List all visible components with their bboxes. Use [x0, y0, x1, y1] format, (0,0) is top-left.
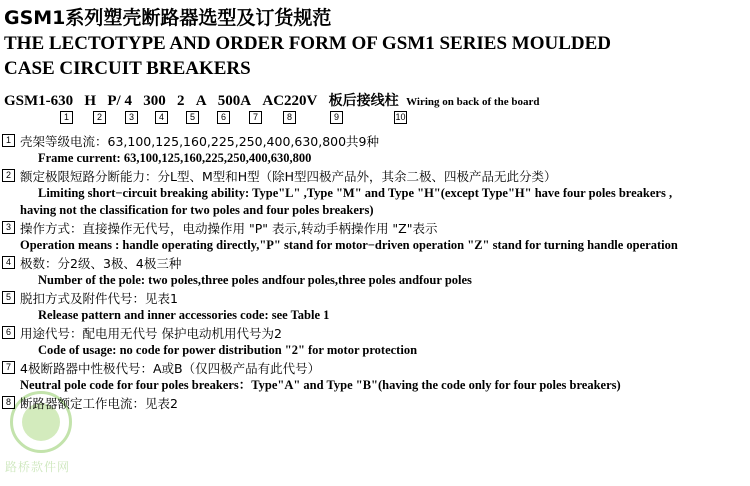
spec-item-text-cn: 操作方式：直接操作无代号，电动操作用 "P" 表示,转动手柄操作用 "Z"表示: [20, 221, 438, 236]
spec-item-marker: 3: [2, 221, 15, 234]
spec-item-text-en: Number of the pole: two poles,three poles andfour poles,three poles andfour poles: [38, 273, 472, 287]
spec-item-5: [0, 290, 750, 324]
spec-item-marker: 6: [2, 326, 15, 339]
spec-item-text-cn: 脱扣方式及附件代号：见表1: [20, 291, 178, 306]
code-segment-breaking: H: [84, 93, 97, 109]
code-segment-release: 300: [143, 93, 166, 109]
code-segment-poles: 4: [124, 93, 132, 109]
spec-item-7: [0, 360, 750, 394]
code-number-1: 1: [60, 111, 73, 124]
document-content: [0, 6, 750, 412]
spec-item-marker: 2: [2, 169, 15, 182]
code-segment-wiring: 板后接线柱: [328, 93, 399, 109]
code-segment-slash: /: [116, 93, 121, 109]
spec-item-text-cn: 4极断路器中性极代号：A或B（仅四极产品有此代号）: [20, 361, 321, 376]
document-page: [0, 6, 750, 485]
code-segment-wiring-note: Wiring on back of the board: [406, 96, 540, 108]
spec-item-4: [0, 255, 750, 289]
spec-item-text-en: Limiting short−circuit breaking ability: Type"L" ,Type "M" and Type "H"(except Type"H" have four poles breakers ,: [38, 186, 673, 200]
spec-item-text-cn: 用途代号：配电用无代号 保护电动机用代号为2: [20, 326, 282, 341]
spec-item-text-en: Release pattern and inner accessories code: see Table 1: [38, 308, 330, 322]
spec-item-8: [0, 395, 750, 412]
code-segment-usage: 2: [176, 93, 185, 109]
spec-item-marker: 1: [2, 134, 15, 147]
code-segment-neutral: A: [195, 93, 207, 109]
page-title-chinese: GSM1系列塑壳断路器选型及订货规范: [4, 7, 332, 29]
page-title-english-line1: THE LECTOTYPE AND ORDER FORM OF GSM1 SERIES MOULDED: [4, 33, 612, 54]
code-number-9: 9: [330, 111, 343, 124]
code-segment-frame: GSM1-630: [4, 93, 74, 109]
code-number-6: 6: [217, 111, 230, 124]
spec-item-marker: 4: [2, 256, 15, 269]
spec-item-text-en: Neutral pole code for four poles breakers：Type"A" and Type "B"(having the code only for four poles breakers): [20, 378, 621, 392]
code-segment-voltage: AC220V: [262, 93, 318, 109]
code-number-7: 7: [249, 111, 262, 124]
code-number-row: [0, 111, 750, 127]
spec-item-text-cn: 极数：分2级、3极、4极三种: [20, 256, 182, 271]
code-number-8: 8: [283, 111, 296, 124]
spec-item-3: [0, 220, 750, 254]
spec-item-text-en: Code of usage: no code for power distribution "2" for motor protection: [38, 343, 418, 357]
spec-item-list: [0, 133, 750, 412]
spec-item-text-en: Frame current: 63,100,125,160,225,250,400,630,800: [38, 151, 312, 165]
spec-item-marker: 8: [2, 396, 15, 409]
page-title-english-line2: CASE CIRCUIT BREAKERS: [4, 58, 251, 79]
spec-item-1: [0, 133, 750, 167]
code-number-4: 4: [155, 111, 168, 124]
code-number-5: 5: [186, 111, 199, 124]
spec-item-marker: 7: [2, 361, 15, 374]
code-segment-current: 500A: [217, 93, 252, 109]
spec-item-text-cn: 壳架等级电流：63,100,125,160,225,250,400,630,800共9种: [20, 134, 380, 149]
spec-item-6: [0, 325, 750, 359]
spec-item-text-en: Operation means : handle operating directly,"P" stand for motor−driven operation "Z" stand for turning handle operation: [20, 238, 678, 252]
spec-item-2: [0, 168, 750, 219]
code-number-3: 3: [125, 111, 138, 124]
spec-item-text-cn: 断路器额定工作电流：见表2: [20, 396, 178, 411]
spec-item-marker: 5: [2, 291, 15, 304]
code-segment-operation: P: [107, 93, 117, 109]
code-number-2: 2: [93, 111, 106, 124]
code-number-10: 10: [395, 112, 406, 122]
watermark-text: 路桥款件网: [5, 460, 71, 474]
model-code-line: [4, 90, 750, 110]
spec-item-text-en-2: having not the classification for two poles and four poles breakers): [20, 203, 374, 217]
spec-item-text-cn: 额定极限短路分断能力：分L型、M型和H型（除H型四极产品外，其余二极、四极产品无此分类）: [20, 169, 557, 184]
